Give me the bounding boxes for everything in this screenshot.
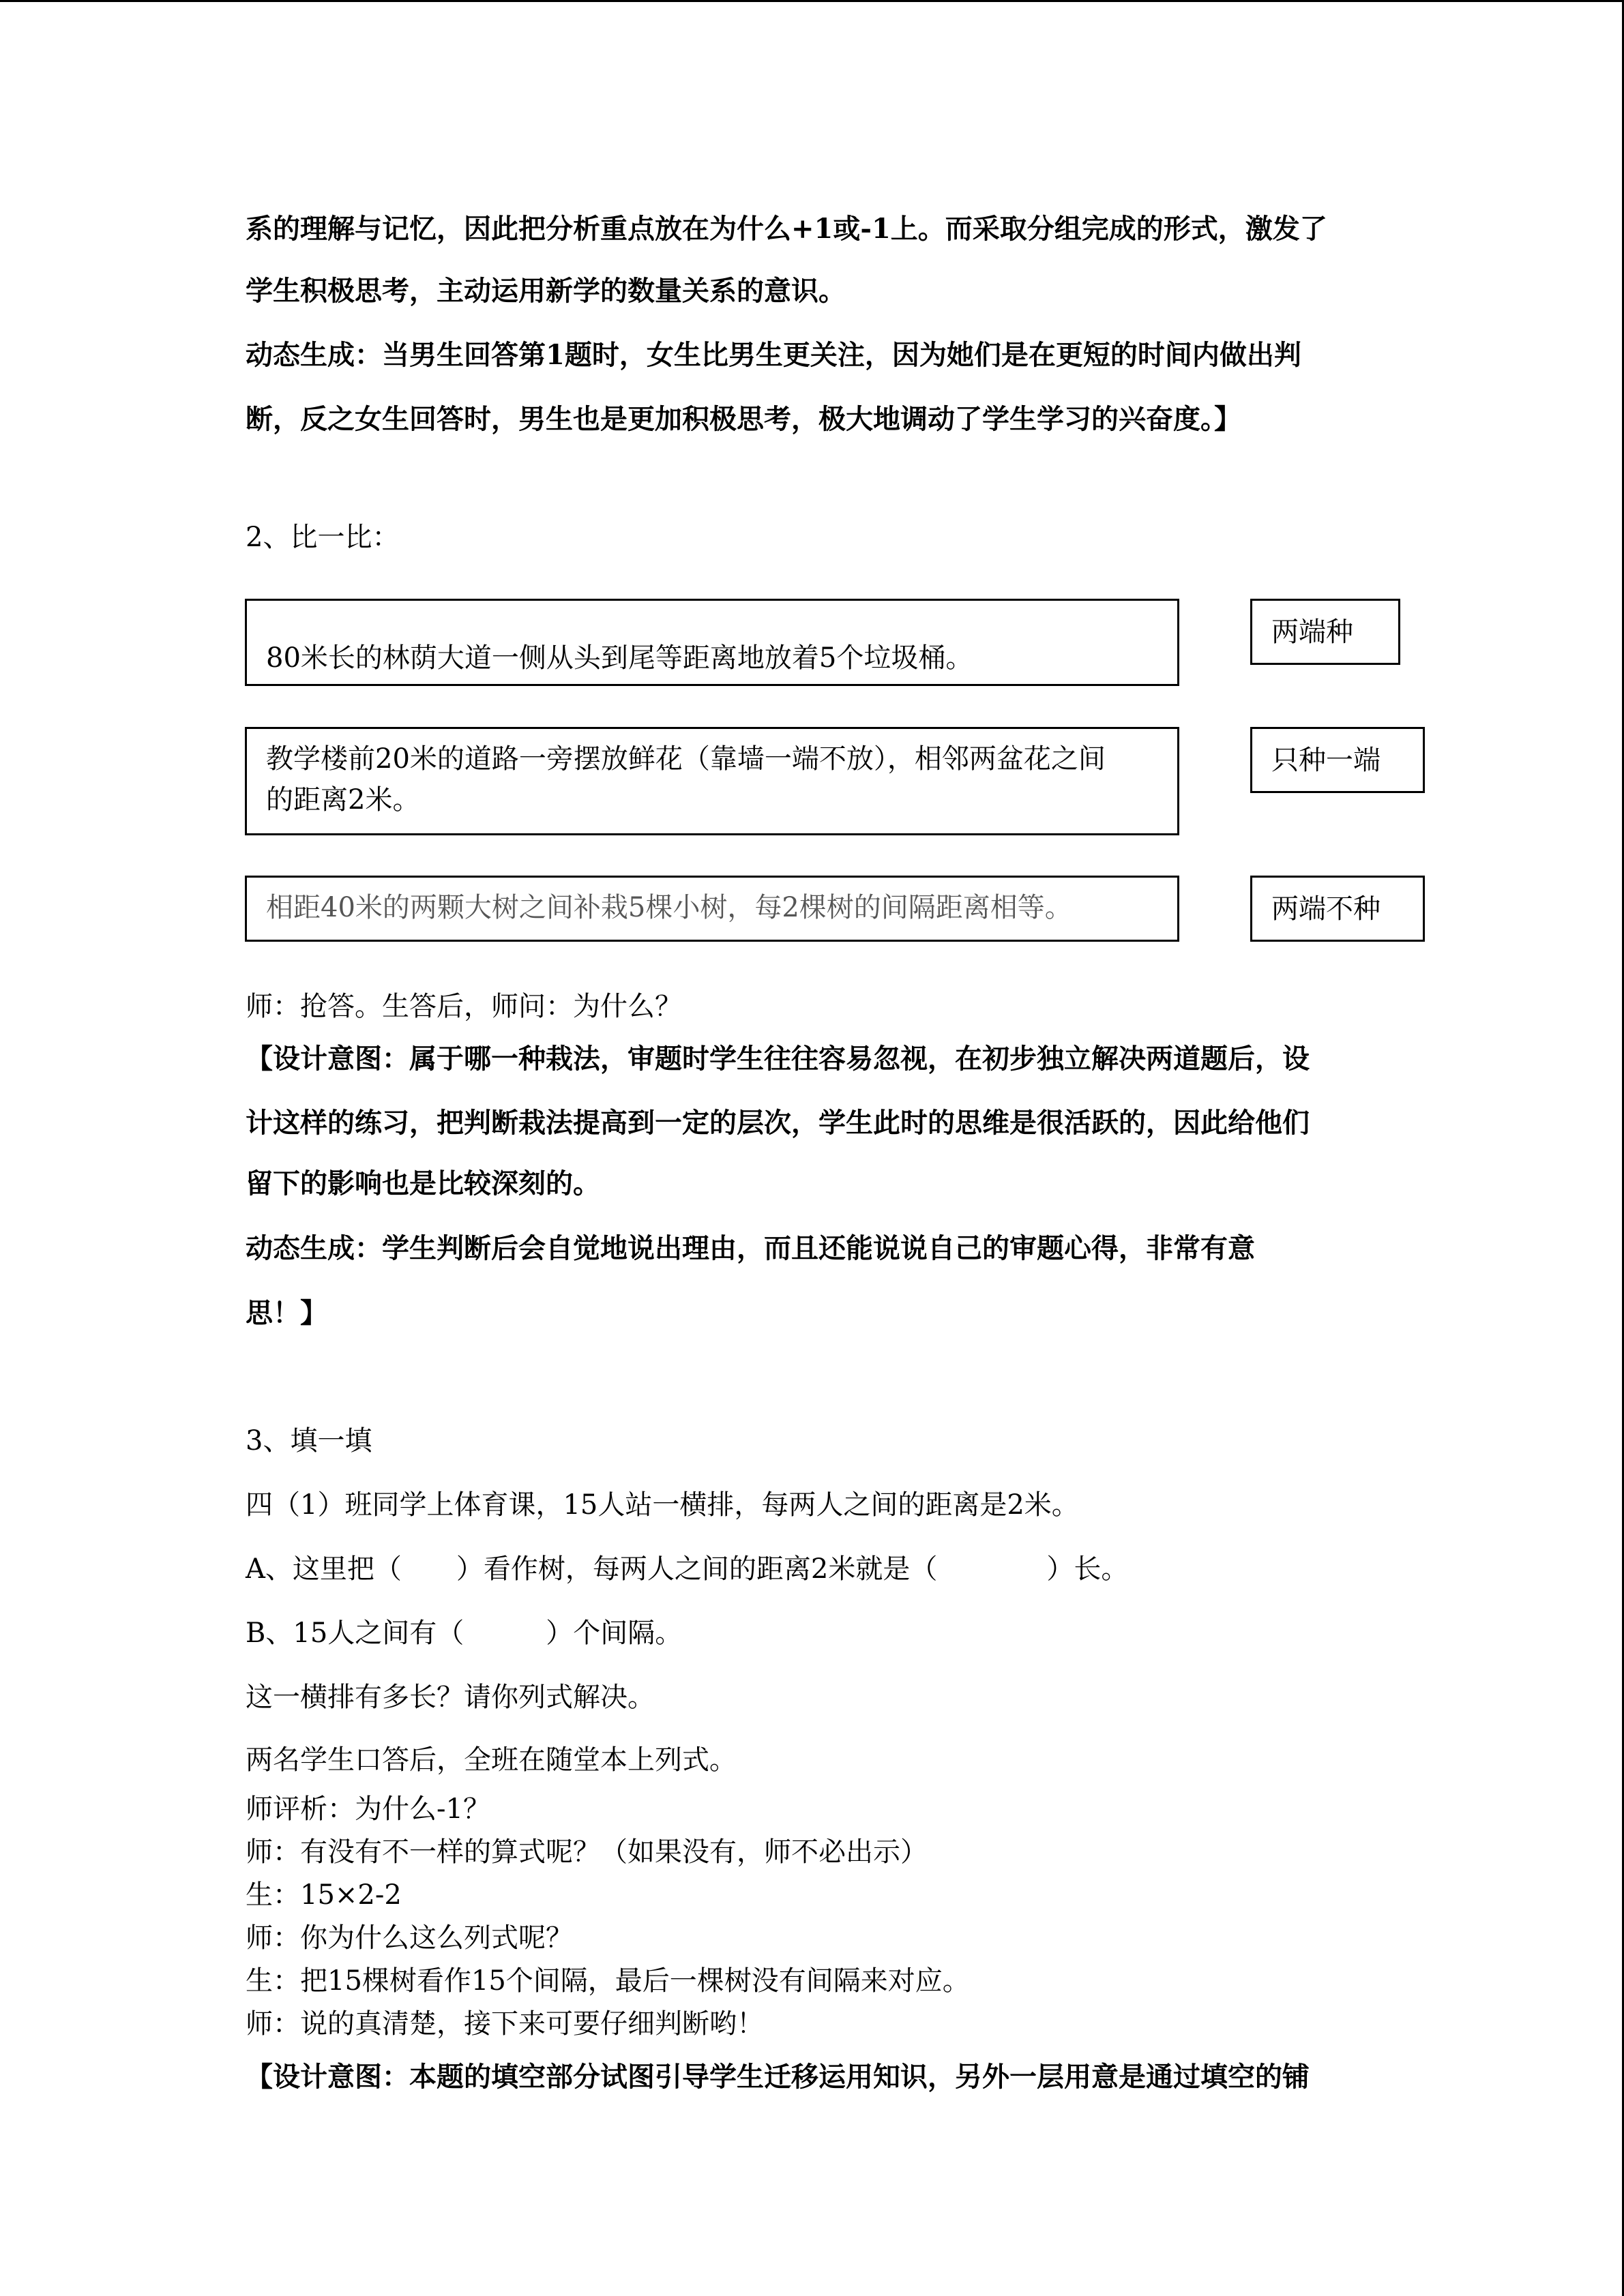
problem-text: 教学楼前20米的道路一旁摆放鲜花（靠墙一端不放），相邻两盆花之间 <box>266 743 1106 775</box>
problem-box-1 <box>245 599 1179 686</box>
intent-line: 思！】 <box>246 1297 327 1329</box>
fill-blank-a: A、这里把（ ）看作树，每两人之间的距离2米就是（ ）长。 <box>246 1553 1129 1585</box>
problem-text: 相距40米的两颗大树之间补栽5棵小树，每2棵树的间隔距离相等。 <box>266 892 1072 923</box>
page-top-border <box>0 0 1624 2</box>
intent-line: 【设计意图：属于哪一种栽法，审题时学生往往容易忽视，在初步独立解决两道题后，设 <box>246 1043 1310 1075</box>
section-heading: 2、比一比： <box>246 522 400 553</box>
intent-line: 动态生成：学生判断后会自觉地说出理由，而且还能说说自己的审题心得，非常有意 <box>246 1232 1255 1264</box>
problem-box-2 <box>245 727 1179 835</box>
option-label: 只种一端 <box>1271 745 1381 776</box>
intent-line: 计这样的练习，把判断栽法提高到一定的层次，学生此时的思维是很活跃的，因此给他们 <box>246 1107 1310 1139</box>
option-box-1 <box>1250 599 1400 665</box>
intent-line: 【设计意图：本题的填空部分试图引导学生迁移运用知识，另外一层用意是通过填空的铺 <box>246 2061 1310 2093</box>
fill-blank-b: B、15人之间有（ ）个间隔。 <box>246 1617 683 1649</box>
paragraph-line: 断，反之女生回答时，男生也是更加积极思考，极大地调动了学生学习的兴奋度。】 <box>246 403 1241 435</box>
problem-text: 的距离2米。 <box>266 784 420 816</box>
dialog-line: 师评析：为什么-1？ <box>246 1793 490 1825</box>
problem-text: 80米长的林荫大道一侧从头到尾等距离地放着5个垃圾桶。 <box>266 642 973 674</box>
option-label: 两端种 <box>1271 616 1353 648</box>
intent-line: 留下的影响也是比较深刻的。 <box>246 1167 600 1199</box>
dialog-line: 生：15×2-2 <box>246 1879 402 1911</box>
dialog-line: 师：说的真清楚，接下来可要仔细判断哟！ <box>246 2008 764 2040</box>
paragraph-line: 系的理解与记忆，因此把分析重点放在为什么+1或-1上。而采取分组完成的形式，激发了 <box>246 213 1327 245</box>
question-line: 这一横排有多长？请你列式解决。 <box>246 1682 655 1713</box>
paragraph-line: 动态生成：当男生回答第1题时，女生比男生更关注，因为她们是在更短的时间内做出判 <box>246 339 1301 371</box>
dialog-line: 生：把15棵树看作15个间隔，最后一棵树没有间隔来对应。 <box>246 1965 970 1997</box>
paragraph-line: 学生积极思考，主动运用新学的数量关系的意识。 <box>246 275 846 307</box>
option-box-3 <box>1250 876 1425 942</box>
dialog-line: 两名学生口答后，全班在随堂本上列式。 <box>246 1744 737 1776</box>
teacher-line: 师：抢答。生答后，师问：为什么？ <box>246 991 682 1022</box>
option-box-2 <box>1250 727 1425 793</box>
dialog-line: 师：有没有不一样的算式呢？（如果没有，师不必出示） <box>246 1836 928 1868</box>
problem-box-3 <box>245 876 1179 942</box>
option-label: 两端不种 <box>1271 893 1381 925</box>
dialog-line: 师：你为什么这么列式呢？ <box>246 1922 573 1954</box>
question-line: 四（1）班同学上体育课，15人站一横排，每两人之间的距离是2米。 <box>246 1489 1079 1521</box>
section-heading: 3、填一填 <box>246 1425 372 1457</box>
